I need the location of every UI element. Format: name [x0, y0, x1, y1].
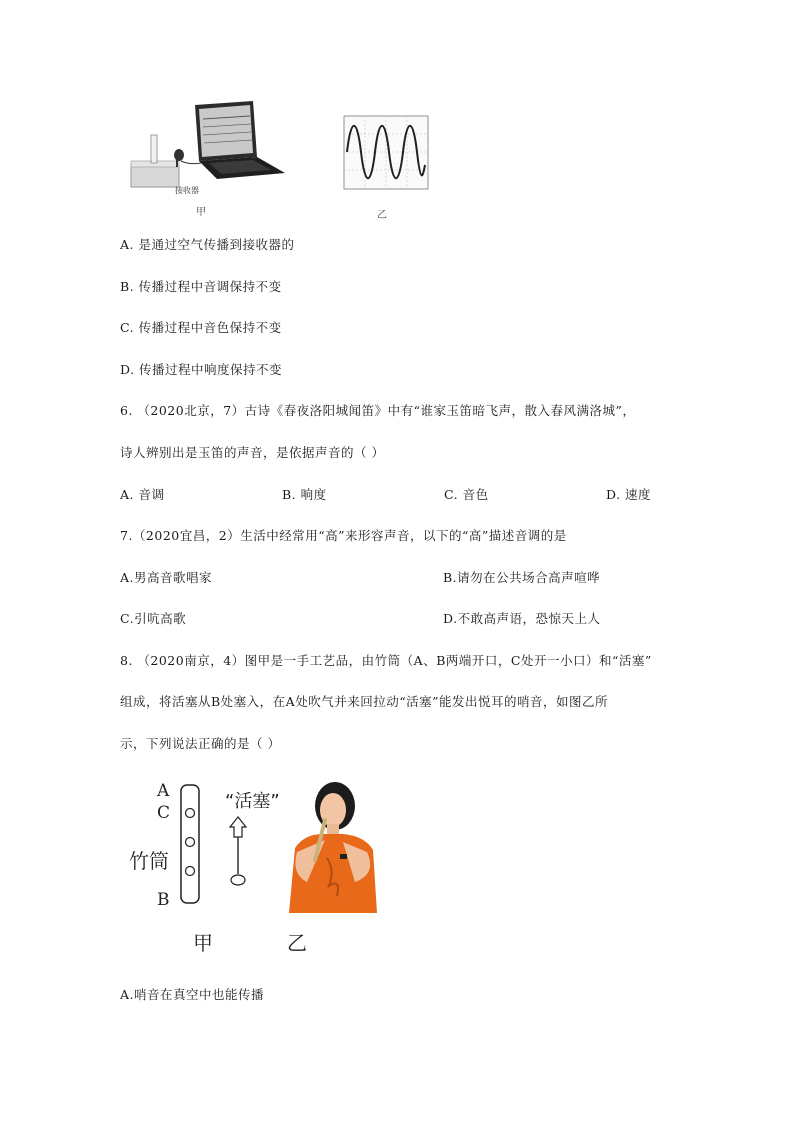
q6-option-a: A. 音调 [120, 487, 165, 502]
q8-stem-line2: 组成，将活塞从B处塞入，在A处吹气并来回拉动“活塞”能发出悦耳的哨音，如图乙所 [120, 694, 608, 709]
waveform-oscillogram [343, 115, 429, 190]
q5-option-d: D. 传播过程中响度保持不变 [120, 362, 283, 377]
label-b: B [157, 890, 170, 910]
q7-option-c: C.引吭高歌 [120, 611, 187, 626]
receiver-label: 接收器 [175, 186, 199, 195]
q6-option-d: D. 速度 [606, 487, 652, 502]
label-c: C [157, 803, 171, 823]
q7-option-d: D.不敢高声语，恐惊天上人 [443, 611, 601, 626]
figure-caption-yi: 乙 [377, 210, 387, 221]
figure-sound-receiver [125, 95, 295, 200]
q7-option-b: B.请勿在公共场合高声喧哗 [443, 570, 601, 585]
q6-stem-line2: 诗人辨别出是玉笛的声音，是依据声音的（ ） [120, 445, 385, 460]
figure-girl-playing-whistle [285, 778, 380, 913]
q6-option-c: C. 音色 [444, 487, 489, 502]
q8-option-a: A.哨音在真空中也能传播 [120, 987, 265, 1002]
piston-label: “活塞” [225, 791, 280, 812]
q7-stem: 7.（2020宜昌，2）生活中经常用“高”来形容声音，以下的“高”描述音调的是 [120, 528, 567, 543]
tube-label: 竹筒 [129, 849, 169, 873]
q6-option-b: B. 响度 [282, 487, 327, 502]
q8-stem-line1: 8. （2020南京，4）图甲是一手工艺品，由竹筒（A、B两端开口，C处开一小口）和“活塞” [120, 653, 652, 668]
q5-option-b: B. 传播过程中音调保持不变 [120, 279, 282, 294]
laptop-receiver-illustration [125, 95, 295, 200]
girl-illustration [285, 778, 380, 913]
figure2-caption-yi: 乙 [287, 931, 307, 955]
q6-stem-line1: 6. （2020北京，7）古诗《春夜洛阳城闻笛》中有“谁家玉笛暗飞声，散入春风满洛城”， [120, 403, 636, 418]
figure2-caption-jia: 甲 [193, 931, 213, 955]
q8-stem-line3: 示，下列说法正确的是（ ） [120, 736, 281, 751]
q5-option-a: A. 是通过空气传播到接收器的 [120, 237, 295, 252]
q5-option-c: C. 传播过程中音色保持不变 [120, 320, 282, 335]
figure-waveform [343, 115, 429, 190]
q7-option-a: A.男高音歌唱家 [120, 570, 213, 585]
figure-caption-jia: 甲 [196, 207, 206, 218]
label-a: A [157, 781, 170, 801]
